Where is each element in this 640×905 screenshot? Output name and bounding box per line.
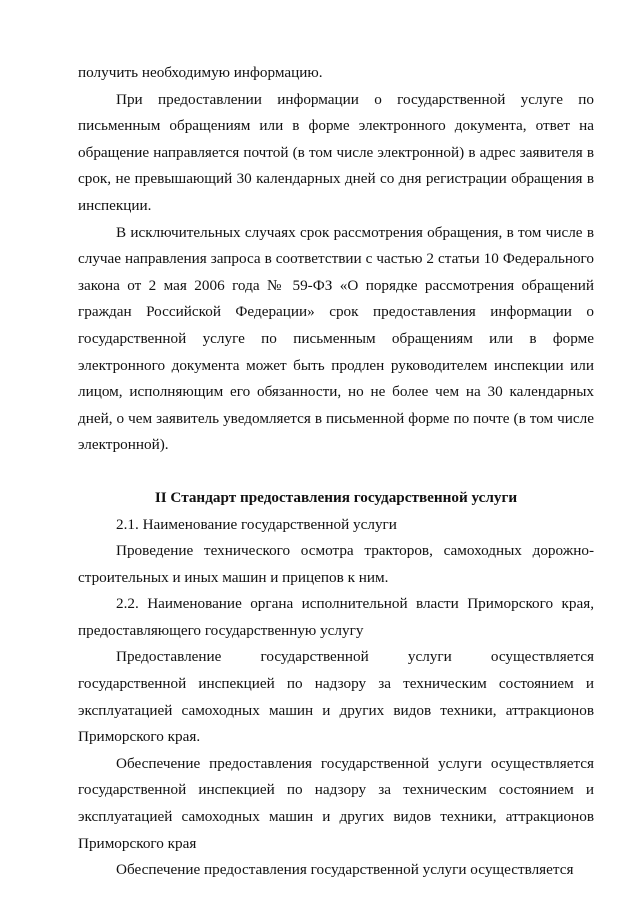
paragraph-service-support: Обеспечение предоставления государственной услуги осуществляется государственной инспекцией по надзору за техническим состоянием и эксплуатацией самоходных машин и других видов техники, аттракционов Приморского края — [78, 754, 594, 852]
paragraph-service-support-cont: Обеспечение предоставления государственной услуги осуществляется — [116, 861, 574, 879]
paragraph-continuation: получить необходимую информацию. — [78, 64, 323, 81]
clause-2-2-title: 2.2. Наименование органа исполнительной власти Приморского края, предоставляющего государственную услугу — [78, 595, 594, 639]
paragraph-response-term: При предоставлении информации о государственной услуге по письменным обращениям или в форме электронного документа, ответ на обращение направляется почтой (в том числе электронной) в адрес заявителя в срок, не превышающий 30 календарных дней со дня регистрации обращения в инспекции. — [78, 90, 594, 214]
paragraph-service-provider: Предоставление государственной услуги осуществляется государственной инспекцией по надзору за техническим состоянием и эксплуатацией самоходных машин и других видов техники, аттракционов Приморского края. — [78, 648, 594, 746]
clause-2-1-title: 2.1. Наименование государственной услуги — [116, 515, 397, 533]
document-page — [78, 60, 594, 884]
paragraph-service-name: Проведение технического осмотра тракторов, самоходных дорожно-строительных и иных машин и прицепов к ним. — [78, 542, 594, 586]
section-heading: II Стандарт предоставления государственной услуги — [154, 488, 518, 506]
paragraph-exceptional-cases: В исключительных случаях срок рассмотрения обращения, в том числе в случае направления запроса в соответствии с частью 2 статьи 10 Федерального закона от 2 мая 2006 года № 59-ФЗ «О порядке рассмотрения обращений граждан Российской Федерации» срок предоставления информации о государственной услуге по письменным обращениям или в форме электронного документа может быть продлен руководителем инспекции или лицом, исполняющим его обязанности, но не более чем на 30 календарных дней, о чем заявитель уведомляется в письменной форме по почте (в том числе электронной). — [78, 223, 594, 454]
